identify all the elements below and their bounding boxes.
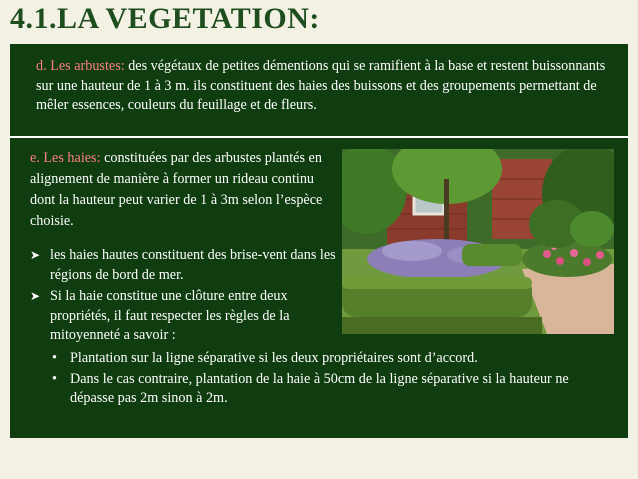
arbustes-label: d. Les arbustes: — [36, 58, 125, 74]
round-bullet-icon: • — [52, 370, 57, 387]
list-item — [30, 287, 345, 346]
haies-paragraph — [30, 148, 342, 232]
haies-points-list — [30, 246, 345, 348]
round-bullet-icon: • — [52, 350, 57, 366]
haies-point-1: les haies hautes constituent des brise-vent dans les régions de bord de mer. — [50, 247, 336, 283]
arrowhead-bullet-icon: ➤ — [30, 289, 41, 303]
arbustes-text: des végétaux de petites démentions qui se ramifient à la base et restent buissonnants sur une hauteur de 1 à 3 m. ils constituent des haies des buissons et des groupements permettant de mêler essences, couleurs du feuillage et de fleurs. — [36, 58, 606, 113]
haies-label: e. Les haies: — [30, 150, 101, 166]
garden-hedge-photo — [342, 149, 614, 334]
list-item — [30, 246, 345, 285]
section-divider — [10, 136, 628, 138]
garden-hedge-illustration — [342, 149, 614, 334]
mitoyennete-rules-list — [50, 349, 610, 410]
list-item — [50, 349, 610, 369]
haies-text: constituées par des arbustes plantés en alignement de manière à former un rideau continu dont la hauteur peut varier de 1 à 3m selon l’espèce choisie. — [30, 150, 323, 229]
rule-2: Dans le cas contraire, plantation de la haie à 50cm de la ligne séparative si la hauteur ne dépasse pas 2m sinon à 2m. — [70, 370, 569, 406]
arrowhead-bullet-icon: ➤ — [30, 248, 41, 262]
list-item — [50, 370, 610, 409]
haies-point-2: Si la haie constitue une clôture entre deux propriétés, il faut respecter les règles de la mitoyenneté a savoir : — [50, 288, 290, 343]
arbustes-paragraph — [36, 57, 616, 116]
rule-1: Plantation sur la ligne séparative si les deux propriétaires sont d’accord. — [70, 350, 478, 366]
slide-title: 4.1.LA VEGETATION: — [10, 2, 320, 35]
